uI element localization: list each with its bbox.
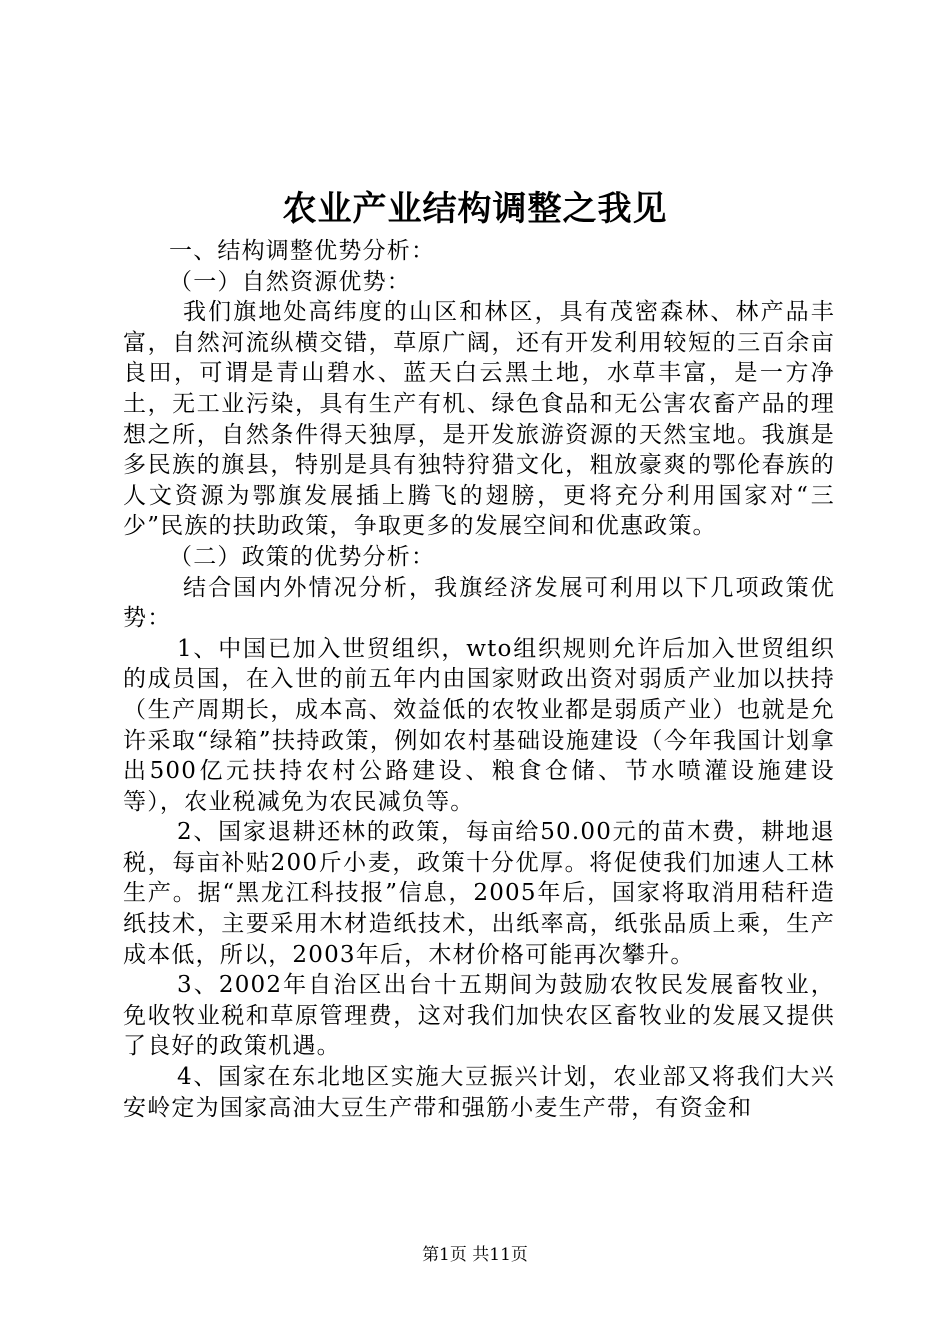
policy-item-wto: 1、中国已加入世贸组织，wto组织规则允许后加入世贸组织的成员国，在入世的前五年内由国家财政出资对弱质产业加以扶持（生产周期长，成本高、效益低的农牧业都是弱质产业）也就是允许采取“绿箱”扶持政策，例如农村基础设施建设（今年我国计划拿出500亿元扶持农村公路建设、粮食仓储、节水喷灌设施建设等），农业税减免为农民减负等。 bbox=[123, 635, 835, 815]
document-body bbox=[123, 236, 835, 1123]
policy-item-reforestation: 2、国家退耕还林的政策，每亩给50.00元的苗木费，耕地退税，每亩补贴200斤小麦，政策十分优厚。将促使我们加速人工林生产。据“黑龙江科技报”信息，2005年后，国家将取消用秸秆造纸技术，主要采用木材造纸技术，出纸率高，纸张品质上乘，生产成本低，所以，2003年后，木材价格可能再次攀升。 bbox=[123, 819, 835, 968]
page-total: 共11页 bbox=[472, 1245, 528, 1265]
document-title: 农业产业结构调整之我见 bbox=[282, 189, 668, 229]
page-footer bbox=[0, 1244, 950, 1266]
policy-item-livestock-tax: 3、2002年自治区出台十五期间为鼓励农牧民发展畜牧业，免收牧业税和草原管理费，这对我们加快农区畜牧业的发展又提供了良好的政策机遇。 bbox=[123, 972, 835, 1060]
policy-item-soybean-plan: 4、国家在东北地区实施大豆振兴计划，农业部又将我们大兴安岭定为国家高油大豆生产带和强筋小麦生产带，有资金和 bbox=[123, 1064, 835, 1121]
subsection-heading-policy-advantages: （二）政策的优势分析： bbox=[169, 543, 436, 570]
subsection-heading-natural-resources: （一）自然资源优势： bbox=[169, 268, 411, 295]
paragraph-natural-resources: 我们旗地处高纬度的山区和林区，具有茂密森林、林产品丰富，自然河流纵横交错，草原广阔，还有开发利用较短的三百余亩良田，可谓是青山碧水、蓝天白云黑土地，水草丰富，是一方净土，无工业污染，具有生产有机、绿色食品和无公害农畜产品的理想之所，自然条件得天独厚，是开发旅游资源的天然宝地。我旗是多民族的旗县，特别是具有独特狩猎文化，粗放豪爽的鄂伦春族的人文资源为鄂旗发展插上腾飞的翅膀，更将充分利用国家对“三少”民族的扶助政策，争取更多的发展空间和优惠政策。 bbox=[123, 299, 835, 540]
paragraph-policy-intro: 结合国内外情况分析，我旗经济发展可利用以下几项政策优势： bbox=[123, 574, 835, 632]
section-heading-structure-advantages: 一、结构调整优势分析： bbox=[169, 238, 436, 264]
page-number: 第1页 bbox=[422, 1245, 467, 1265]
